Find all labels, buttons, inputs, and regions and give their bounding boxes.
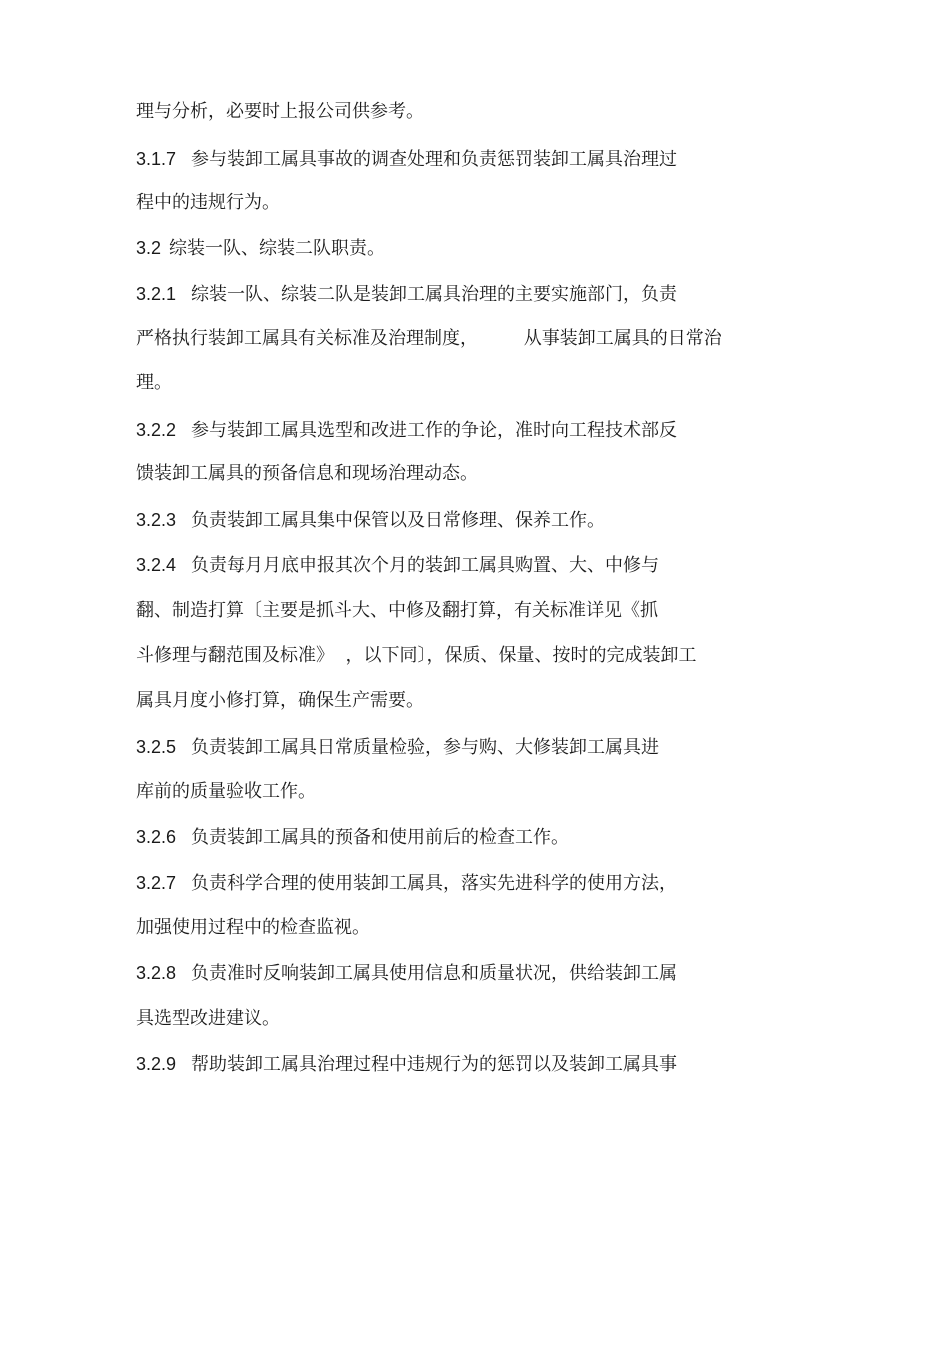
clause-number: 3.2.1 (136, 284, 177, 304)
clause-text: 帮助装卸工属具治理过程中违规行为的惩罚以及装卸工属具事 (191, 1054, 677, 1075)
clause-text: 参与装卸工属具事故的调查处理和负责惩罚装卸工属具治理过 (191, 149, 677, 170)
clause-number: 3.2.8 (136, 963, 177, 983)
text-line: 具选型改进建议。 (136, 1008, 280, 1029)
clause-text: 负责每月月底申报其次个月的装卸工属具购置、大、中修与 (191, 555, 659, 576)
clause-number: 3.2.4 (136, 555, 177, 575)
text-line: 严格执行装卸工属具有关标准及治理制度， 从事装卸工属具的日常治 (136, 328, 722, 349)
text-line: 馈装卸工属具的预备信息和现场治理动态。 (136, 463, 478, 484)
clause-text: 综装一队、综装二队职责。 (169, 238, 385, 259)
text-line: 属具月度小修打算，确保生产需要。 (136, 690, 424, 711)
clause-3-2-2 (136, 418, 677, 443)
clause-3-2-1 (136, 282, 677, 307)
text-line: 程中的违规行为。 (136, 192, 280, 213)
clause-number: 3.2.6 (136, 827, 177, 847)
clause-text: 负责装卸工属具集中保管以及日常修理、保养工作。 (191, 510, 605, 531)
clause-3-1-7 (136, 147, 677, 172)
clause-3-2-9 (136, 1052, 677, 1077)
clause-number: 3.2.5 (136, 737, 177, 757)
clause-number: 3.1.7 (136, 149, 177, 169)
clause-number: 3.2.7 (136, 873, 177, 893)
clause-number: 3.2 (136, 238, 162, 258)
text-line: 理。 (136, 372, 172, 393)
clause-3-2-7 (136, 871, 677, 896)
clause-3-2-6 (136, 825, 569, 850)
clause-text: 参与装卸工属具选型和改进工作的争论，准时向工程技术部反 (191, 420, 677, 441)
clause-number: 3.2.2 (136, 420, 177, 440)
text-line: 理与分析，必要时上报公司供参考。 (136, 101, 424, 122)
text-line: 翻、制造打算〔主要是抓斗大、中修及翻打算，有关标准详见《抓 (136, 600, 658, 621)
clause-3-2-4 (136, 553, 659, 578)
clause-3-2-3 (136, 508, 605, 533)
text-line: 库前的质量验收工作。 (136, 781, 316, 802)
clause-text: 负责科学合理的使用装卸工属具，落实先进科学的使用方法， (191, 873, 677, 894)
text-line: 斗修理与翻范围及标准》 ，以下同〕，保质、保量、按时的完成装卸工 (136, 645, 697, 666)
clause-text: 负责准时反响装卸工属具使用信息和质量状况，供给装卸工属 (191, 963, 677, 984)
clause-3-2 (136, 236, 385, 261)
clause-number: 3.2.9 (136, 1054, 177, 1074)
clause-3-2-5 (136, 735, 659, 760)
clause-number: 3.2.3 (136, 510, 177, 530)
clause-text: 负责装卸工属具日常质量检验，参与购、大修装卸工属具进 (191, 737, 659, 758)
clause-3-2-8 (136, 961, 677, 986)
clause-text: 负责装卸工属具的预备和使用前后的检查工作。 (191, 827, 569, 848)
text-line: 加强使用过程中的检查监视。 (136, 917, 370, 938)
clause-text: 综装一队、综装二队是装卸工属具治理的主要实施部门，负责 (191, 284, 677, 305)
